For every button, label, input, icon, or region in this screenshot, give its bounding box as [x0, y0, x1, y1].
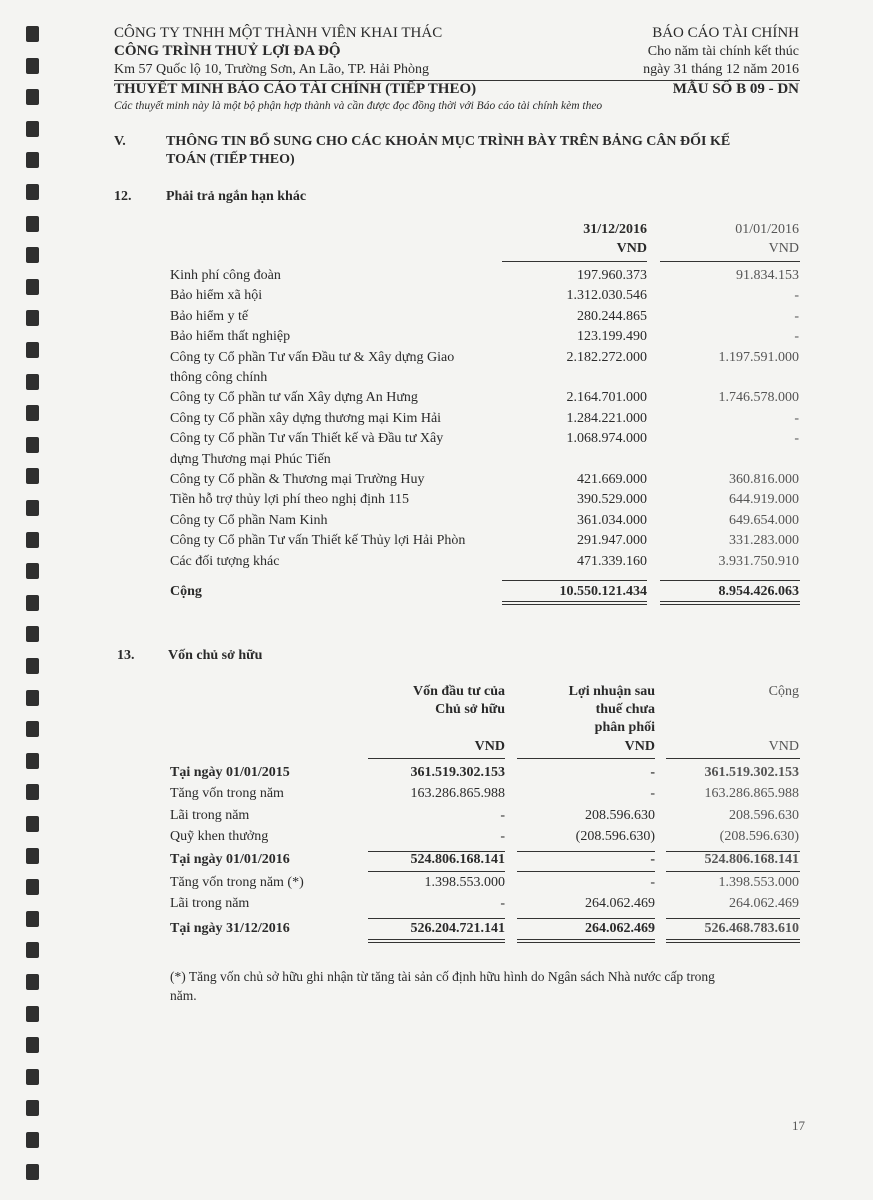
payables-row-label: Các đối tượng khác [170, 553, 280, 569]
payables-row-value-2016-start: 1.197.591.000 [718, 349, 799, 365]
binding-ring [26, 279, 39, 295]
notes-title: THUYẾT MINH BÁO CÁO TÀI CHÍNH (TIẾP THEO) [114, 81, 477, 97]
equity-row-label: Tại ngày 31/12/2016 [170, 921, 290, 936]
equity-col2-header-line2: thuế chưa [595, 702, 655, 717]
binding-ring [26, 374, 39, 390]
payables-row-value-2016-start: - [794, 431, 799, 447]
binding-ring [26, 626, 39, 642]
binding-ring [26, 500, 39, 516]
equity-total-rule3 [666, 918, 800, 919]
equity-col3-unit: VND [768, 739, 799, 754]
equity-row-label: Tăng vốn trong năm [170, 786, 284, 801]
payables-row-value-2016-start: 331.283.000 [729, 533, 799, 549]
equity-row-owner-capital: - [500, 808, 505, 823]
company-address: Km 57 Quốc lộ 10, Trường Sơn, An Lão, TP. Hải Phòng [114, 62, 429, 77]
payables-row-value-2016-end: 197.960.373 [577, 268, 647, 283]
binding-ring [26, 216, 39, 232]
equity-col1-unit: VND [474, 739, 505, 754]
binding-ring [26, 1100, 39, 1116]
binding-ring [26, 784, 39, 800]
binding-ring [26, 658, 39, 674]
binding-ring [26, 405, 39, 421]
payables-total-rule-bottom1 [502, 601, 647, 605]
payables-row-label: Công ty Cổ phần Nam Kinh [170, 512, 328, 528]
payables-row-label: Kinh phí công đoàn [170, 268, 281, 283]
equity-sub-rule1 [368, 851, 505, 852]
equity-total-dbl2 [517, 939, 655, 943]
equity-row-total: 163.286.865.988 [704, 786, 799, 801]
payables-row-value-2016-end: 2.164.701.000 [566, 390, 647, 406]
payables-row-value-2016-end: 1.284.221.000 [566, 410, 647, 426]
payables-row-label-continued: thông công chính [170, 370, 268, 385]
binding-ring [26, 595, 39, 611]
payables-row-label: Bảo hiểm thất nghiệp [170, 329, 291, 345]
equity-row-owner-capital: 526.204.721.141 [410, 921, 505, 936]
payables-row-value-2016-end: 291.947.000 [577, 533, 647, 549]
binding-ring [26, 310, 39, 326]
payables-row-value-2016-end: 2.182.272.000 [566, 349, 647, 365]
payables-number: 12. [114, 189, 132, 204]
binding-ring [26, 1037, 39, 1053]
report-period-line2: ngày 31 tháng 12 năm 2016 [643, 62, 799, 77]
payables-col2-date: 01/01/2016 [735, 222, 799, 237]
binding-ring [26, 911, 39, 927]
equity-row-label: Lãi trong năm [170, 808, 250, 823]
equity-sub-rule3 [666, 851, 800, 852]
equity-row-total: 208.596.630 [729, 808, 799, 823]
payables-row-value-2016-end: 1.312.030.546 [566, 288, 647, 304]
payables-row-value-2016-start: 1.746.578.000 [718, 390, 799, 406]
payables-total-col1: 10.550.121.434 [559, 584, 647, 599]
equity-sub-rule2 [517, 851, 655, 852]
equity-row-total: 526.468.783.610 [704, 921, 799, 936]
binding-ring [26, 468, 39, 484]
binding-ring [26, 184, 39, 200]
equity-row-retained-earnings: (208.596.630) [575, 829, 655, 844]
equity-sub-rule4 [368, 871, 505, 872]
binding-ring [26, 1132, 39, 1148]
payables-row-label: Công ty Cổ phần Tư vấn Đầu tư & Xây dựng Giao [170, 349, 455, 365]
equity-col3-head-rule [666, 758, 800, 759]
section-title-line1: THÔNG TIN BỔ SUNG CHO CÁC KHOẢN MỤC TRÌNH BÀY TRÊN BẢNG CÂN ĐỐI KẾ [166, 134, 731, 149]
binding-ring [26, 563, 39, 579]
payables-row-value-2016-end: 280.244.865 [577, 308, 647, 324]
equity-col2-head-rule [517, 758, 655, 759]
payables-total-rule-top2 [660, 580, 800, 581]
spiral-binding [26, 0, 40, 1200]
payables-row-value-2016-start: 3.931.750.910 [718, 553, 799, 569]
binding-ring [26, 974, 39, 990]
payables-col2-unit: VND [768, 241, 799, 256]
payables-row-label: Bảo hiểm y tế [170, 308, 249, 324]
equity-row-total: (208.596.630) [719, 829, 799, 844]
payables-row-label: Bảo hiểm xã hội [170, 288, 263, 304]
payables-total-label: Cộng [170, 584, 202, 599]
equity-col2-header-line3: phân phối [594, 720, 655, 735]
equity-row-owner-capital: 163.286.865.988 [410, 786, 505, 801]
payables-title: Phải trả ngắn hạn khác [166, 189, 307, 204]
equity-row-owner-capital: 1.398.553.000 [424, 875, 505, 890]
equity-row-owner-capital: 361.519.302.153 [410, 765, 505, 780]
binding-ring [26, 1069, 39, 1085]
equity-total-rule2 [517, 918, 655, 919]
binding-ring [26, 58, 39, 74]
payables-row-value-2016-end: 123.199.490 [577, 329, 647, 345]
binding-ring [26, 942, 39, 958]
payables-row-label: Công ty Cổ phần tư vấn Xây dựng An Hưng [170, 390, 418, 406]
binding-ring [26, 879, 39, 895]
payables-row-value-2016-end: 471.339.160 [577, 553, 647, 569]
equity-col1-header-line2: Chủ sở hữu [435, 702, 505, 717]
equity-row-retained-earnings: 264.062.469 [585, 921, 655, 936]
binding-ring [26, 848, 39, 864]
company-name-line1: CÔNG TY TNHH MỘT THÀNH VIÊN KHAI THÁC [114, 25, 443, 41]
binding-ring [26, 152, 39, 168]
company-name-line2: CÔNG TRÌNH THUỶ LỢI ĐA ĐỘ [114, 43, 341, 59]
equity-footnote-line1: (*) Tăng vốn chủ sở hữu ghi nhận từ tăng tài sản cố định hữu hình do Ngân sách Nhà nước cấp trong [170, 969, 715, 984]
payables-total-rule-bottom2 [660, 601, 800, 605]
equity-row-retained-earnings: - [650, 765, 655, 780]
payables-row-label-continued: dựng Thương mại Phúc Tiến [170, 451, 331, 467]
payables-row-value-2016-start: - [794, 288, 799, 304]
equity-row-total: 524.806.168.141 [704, 852, 799, 867]
equity-footnote-line2: năm. [170, 988, 197, 1003]
equity-row-label: Lãi trong năm [170, 896, 250, 911]
equity-number: 13. [117, 648, 135, 663]
binding-ring [26, 437, 39, 453]
equity-total-rule1 [368, 918, 505, 919]
binding-ring [26, 1006, 39, 1022]
payables-row-value-2016-end: 1.068.974.000 [566, 431, 647, 447]
payables-row-label: Tiền hỗ trợ thủy lợi phí theo nghị định 115 [170, 492, 409, 508]
binding-ring [26, 26, 39, 42]
equity-sub-rule5 [517, 871, 655, 872]
payables-row-value-2016-start: - [794, 308, 799, 324]
binding-ring [26, 816, 39, 832]
notes-subtitle: Các thuyết minh này là một bộ phận hợp thành và cần được đọc đồng thời với Báo cáo tài chính kèm theo [114, 100, 603, 112]
payables-row-value-2016-start: - [794, 410, 799, 426]
payables-row-value-2016-start: 649.654.000 [729, 512, 799, 528]
equity-col1-header-line1: Vốn đầu tư của [412, 684, 505, 699]
equity-title: Vốn chủ sở hữu [168, 648, 263, 663]
equity-row-total: 264.062.469 [729, 896, 799, 911]
equity-row-owner-capital: 524.806.168.141 [410, 852, 505, 867]
payables-col1-unit: VND [616, 241, 647, 256]
payables-row-value-2016-start: - [794, 329, 799, 345]
equity-row-label: Tại ngày 01/01/2015 [170, 765, 290, 780]
payables-row-value-2016-start: 360.816.000 [729, 472, 799, 487]
payables-row-label: Công ty Cổ phần & Thương mại Trường Huy [170, 472, 425, 487]
equity-total-dbl3 [666, 939, 800, 943]
equity-col2-header-line1: Lợi nhuận sau [568, 684, 655, 699]
binding-ring [26, 89, 39, 105]
report-period-line1: Cho năm tài chính kết thúc [647, 44, 799, 59]
page-number: 17 [792, 1118, 805, 1133]
binding-ring [26, 532, 39, 548]
equity-row-owner-capital: - [500, 896, 505, 911]
binding-ring [26, 342, 39, 358]
binding-ring [26, 247, 39, 263]
binding-ring [26, 1164, 39, 1180]
payables-row-value-2016-end: 390.529.000 [577, 492, 647, 508]
payables-row-value-2016-start: 644.919.000 [729, 492, 799, 508]
form-code: MẪU SỐ B 09 - DN [672, 81, 799, 97]
equity-row-retained-earnings: - [650, 852, 655, 867]
payables-row-label: Công ty Cổ phần Tư vấn Thiết kế Thủy lợi Hải Phòn [170, 533, 466, 549]
equity-row-retained-earnings: 264.062.469 [585, 896, 655, 911]
payables-row-value-2016-end: 421.669.000 [577, 472, 647, 487]
payables-row-value-2016-end: 361.034.000 [577, 512, 647, 528]
equity-row-retained-earnings: - [650, 875, 655, 890]
section-number: V. [114, 134, 126, 149]
equity-sub-rule6 [666, 871, 800, 872]
equity-row-owner-capital: - [500, 829, 505, 844]
equity-row-total: 361.519.302.153 [704, 765, 799, 780]
payables-row-label: Công ty Cổ phần xây dựng thương mại Kim Hải [170, 410, 442, 426]
equity-row-total: 1.398.553.000 [718, 875, 799, 890]
binding-ring [26, 690, 39, 706]
binding-ring [26, 721, 39, 737]
equity-col1-head-rule [368, 758, 505, 759]
equity-row-label: Tăng vốn trong năm (*) [170, 875, 304, 890]
binding-ring [26, 121, 39, 137]
equity-row-retained-earnings: 208.596.630 [585, 808, 655, 823]
equity-row-label: Tại ngày 01/01/2016 [170, 852, 290, 867]
payables-row-value-2016-start: 91.834.153 [736, 268, 799, 283]
payables-col2-head-rule [660, 261, 800, 262]
report-title: BÁO CÁO TÀI CHÍNH [652, 25, 799, 41]
equity-row-retained-earnings: - [650, 786, 655, 801]
payables-col1-date: 31/12/2016 [583, 222, 647, 237]
equity-col2-unit: VND [624, 739, 655, 754]
payables-total-rule-top1 [502, 580, 647, 581]
binding-ring [26, 753, 39, 769]
payables-col1-head-rule [502, 261, 647, 262]
section-title-line2: TOÁN (TIẾP THEO) [166, 152, 295, 167]
equity-total-dbl1 [368, 939, 505, 943]
equity-row-label: Quỹ khen thưởng [170, 829, 269, 844]
payables-total-col2: 8.954.426.063 [718, 584, 799, 599]
equity-col3-header: Cộng [768, 684, 799, 699]
payables-row-label: Công ty Cổ phần Tư vấn Thiết kế và Đầu tư Xây [170, 431, 444, 447]
